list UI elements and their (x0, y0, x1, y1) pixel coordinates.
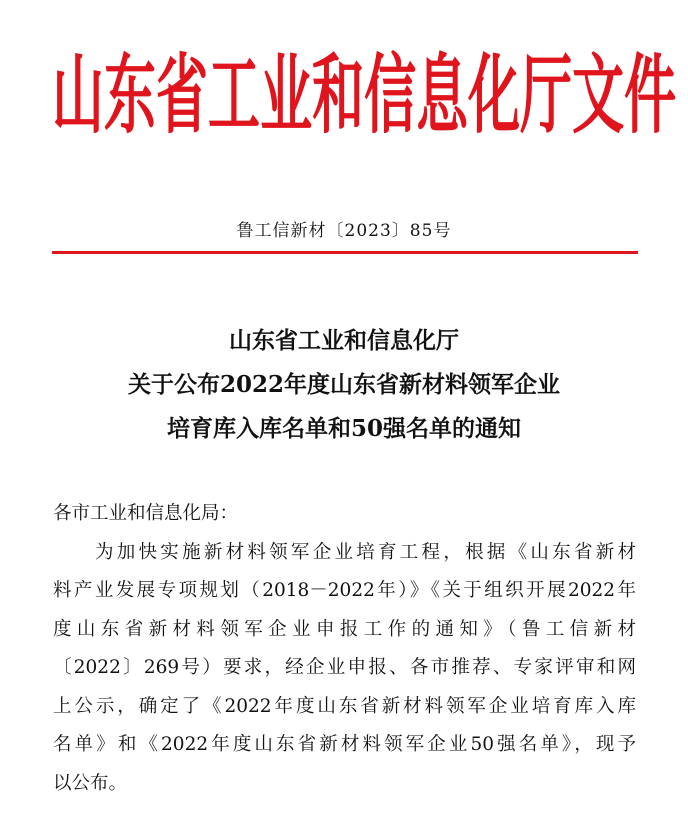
masthead-char: 信 (364, 50, 417, 145)
title-line-2: 关于公布2022年度山东省新材料领军企业 (127, 371, 560, 398)
masthead-char: 件 (624, 50, 677, 145)
body-line: 〔2022〕269号）要求，经企业申报、各市推荐、专家评审和网 (53, 657, 636, 678)
body-line: 度山东省新材料领军企业申报工作的通知》（鲁工信新材 (53, 619, 636, 640)
masthead-char: 山 (52, 50, 105, 145)
title-line-1: 山东省工业和信息化厅 (229, 327, 459, 354)
body-line: 料产业发展专项规划（2018－2022年）》《关于组织开展2022年 (53, 580, 636, 601)
document-number: 鲁工信新材〔2023〕85号 (236, 221, 452, 241)
body-line: 上公示，确定了《2022年度山东省新材料领军企业培育库入库 (53, 696, 636, 717)
red-divider (52, 251, 638, 254)
document-masthead (52, 48, 677, 148)
salutation: 各市工业和信息化局： (53, 503, 239, 524)
masthead-char: 化 (468, 50, 521, 145)
body-line: 为加快实施新材料领军企业培育工程，根据《山东省新材 (95, 542, 636, 563)
body-line: 以公布。 (53, 773, 128, 794)
masthead-char: 省 (156, 50, 209, 145)
masthead-char: 东 (104, 50, 157, 145)
masthead-char: 工 (208, 50, 261, 145)
masthead-char: 文 (572, 50, 625, 145)
masthead-char: 息 (416, 50, 469, 145)
masthead-char: 和 (312, 50, 365, 145)
masthead-char: 厅 (520, 50, 573, 145)
masthead-char: 业 (260, 50, 313, 145)
title-line-3: 培育库入库名单和50强名单的通知 (166, 415, 521, 442)
body-line: 名单》和《2022年度山东省新材料领军企业50强名单》，现予 (53, 734, 636, 755)
